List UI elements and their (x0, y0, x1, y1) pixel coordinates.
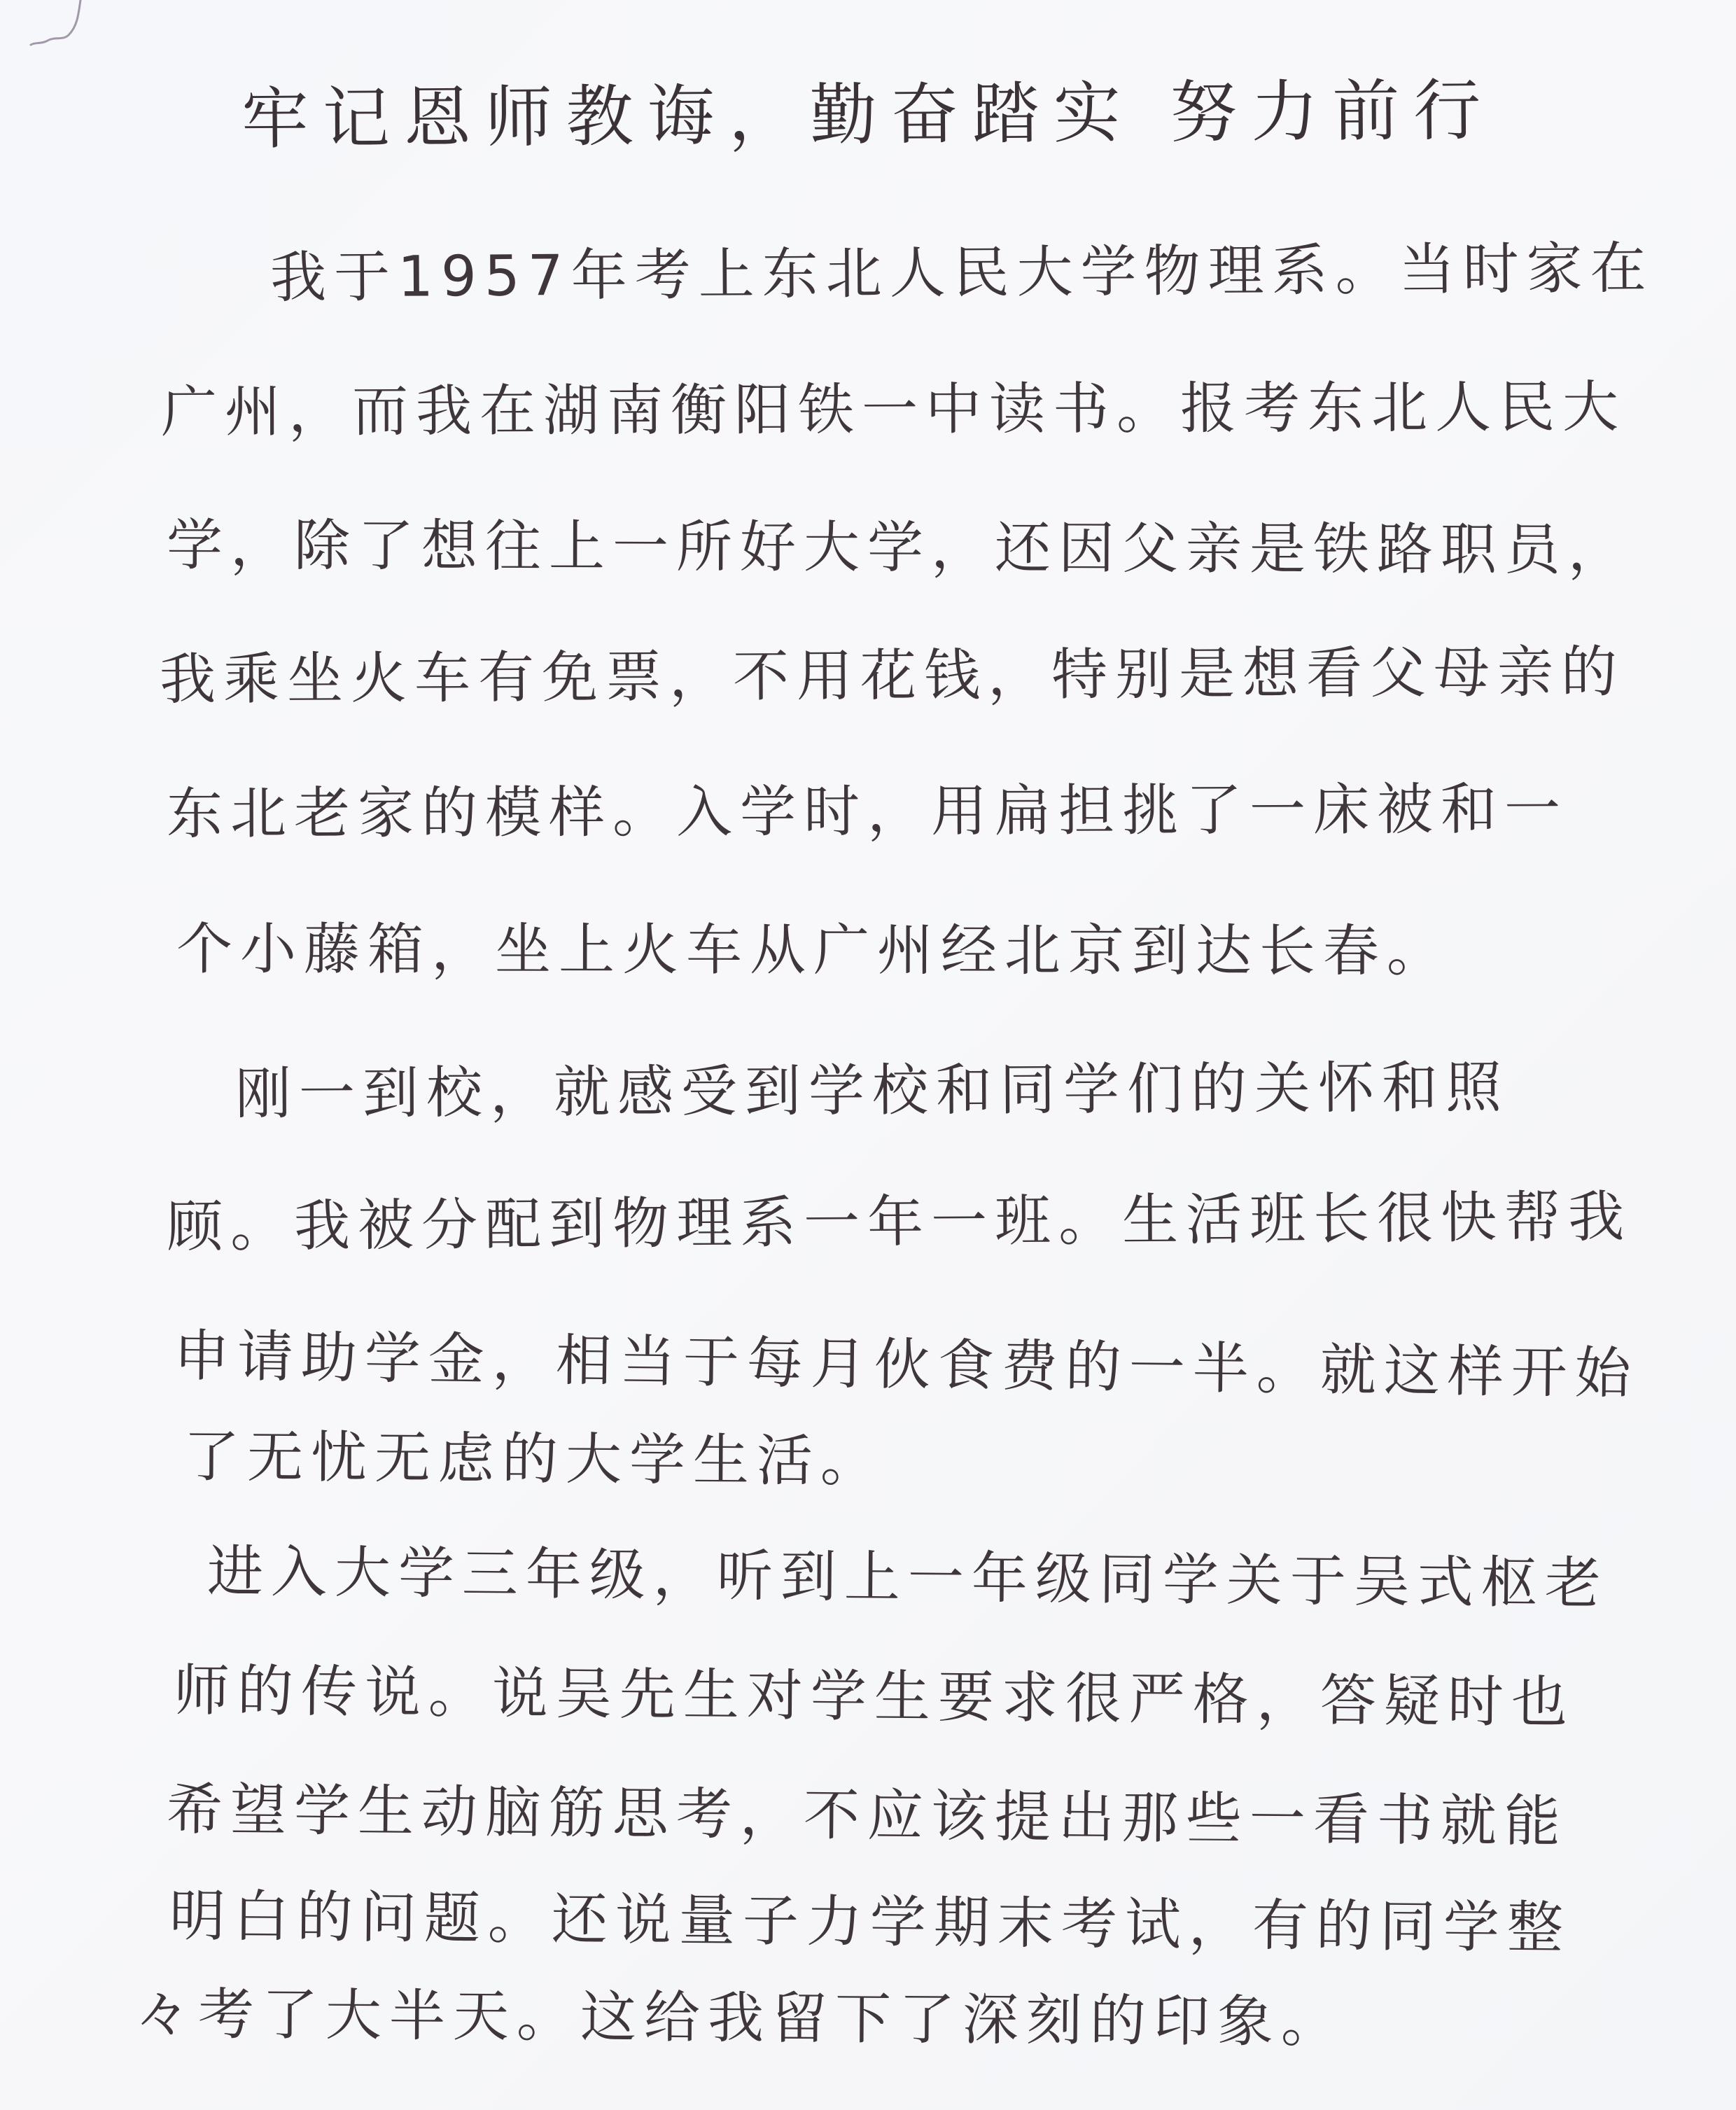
handwritten-line: 师的传说。说吴先生对学生要求很严格，答疑时也 (173, 1658, 1576, 1735)
handwritten-line: 刚一到校，就感受到学校和同学们的关怀和照 (234, 1054, 1510, 1126)
handwritten-line: 进入大学三年级，听到上一年级同学关于吴式枢老 (206, 1539, 1609, 1616)
handwritten-line: 广州，而我在湖南衡阳铁一中读书。报考东北人民大 (160, 374, 1627, 445)
handwritten-line: 々考了大半天。这给我留下了深刻的印象。 (134, 1981, 1345, 2055)
page-title: 牢记恩师教诲，勤奋踏实 努力前行 (241, 71, 1495, 159)
pen-scribble-artifact (14, 0, 154, 98)
handwritten-line: 明白的问题。还说量子力学期末考试，有的同学整 (169, 1883, 1572, 1961)
handwritten-line: 个小藤箱，坐上火车从广州经北京到达长春。 (176, 916, 1451, 984)
handwritten-line: 我于1957年考上东北人民大学物理系。当时家在 (270, 235, 1654, 310)
handwritten-line: 了无忧无虑的大学生活。 (183, 1424, 885, 1494)
handwritten-line: 我乘坐火车有免票，不用花钱，特别是想看父母亲的 (159, 639, 1625, 712)
handwritten-line: 学，除了想往上一所好大学，还因父亲是铁路职员， (166, 512, 1632, 583)
handwritten-line: 申请助学金，相当于每月伙食费的一半。就这样开始 (173, 1323, 1639, 1406)
handwritten-line: 顾。我被分配到物理系一年一班。生活班长很快帮我 (166, 1184, 1632, 1259)
handwritten-line: 东北老家的模样。入学时，用扁担挑了一床被和一 (166, 776, 1569, 846)
handwritten-line: 希望学生动脑筋思考，不应该提出那些一看书就能 (166, 1777, 1569, 1854)
